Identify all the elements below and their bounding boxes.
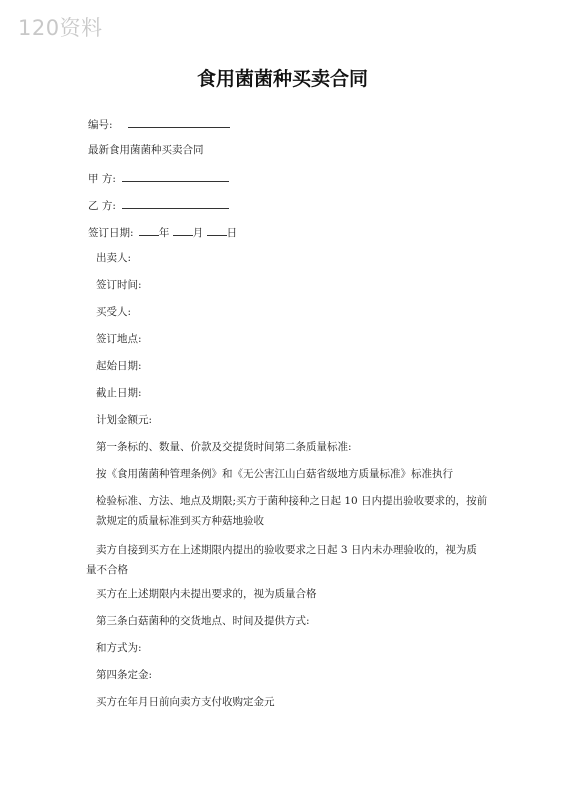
- contract-number-row: [88, 116, 230, 132]
- party-a-label: 甲 方:: [88, 173, 116, 185]
- party-a-blank: [122, 170, 229, 182]
- party-a-row: [88, 170, 229, 186]
- start-date-field: 起始日期:: [96, 360, 142, 372]
- contract-number-blank: [128, 116, 230, 128]
- clause-deposit-payment: 买方在年月日前向卖方支付收购定金元: [96, 696, 275, 708]
- plan-amount-field: 计划金额元:: [96, 414, 153, 426]
- clause-acceptance: 卖方自接到买方在上述期限内提出的验收要求之日起 3 日内未办理验收的，视为质量不合格: [86, 544, 477, 576]
- seller-field: 出卖人:: [96, 252, 132, 264]
- watermark-logo: 120资料: [18, 16, 103, 40]
- month-blank: [173, 224, 193, 236]
- month-label: 月: [192, 227, 204, 239]
- year-label: 年: [158, 227, 170, 239]
- sign-date-label: 签订日期:: [88, 227, 134, 239]
- year-blank: [139, 224, 159, 236]
- party-b-row: [88, 197, 229, 213]
- clause-4-deposit: 第四条定金:: [96, 669, 153, 681]
- clause-quality-standard: 按《食用菌菌种管理条例》和《无公害江山白菇省级地方质量标准》标准执行: [96, 468, 453, 480]
- clause-1: 第一条标的、数量、价款及交提货时间第二条质量标准:: [96, 441, 352, 453]
- sign-place-field: 签订地点:: [96, 333, 142, 345]
- sign-date-row: [88, 224, 237, 240]
- end-date-field: 截止日期:: [96, 387, 142, 399]
- party-b-blank: [122, 197, 229, 209]
- buyer-field: 买受人:: [96, 306, 132, 318]
- sign-time-field: 签订时间:: [96, 279, 142, 291]
- day-label: 日: [226, 227, 238, 239]
- clause-3-delivery: 第三条白菇菌种的交货地点、时间及提供方式:: [96, 615, 310, 627]
- contract-subtitle: 最新食用菌菌种买卖合同: [88, 144, 204, 156]
- party-b-label: 乙 方:: [88, 200, 116, 212]
- document-title: 食用菌菌种买卖合同: [196, 68, 368, 90]
- clause-quality-pass: 买方在上述期限内未提出要求的，视为质量合格: [96, 588, 317, 600]
- clause-inspection: 检验标准、方法、地点及期限;买方于菌种接种之日起 10 日内提出验收要求的，按前款规定的质量标准到买方种菇地验收: [96, 495, 488, 527]
- clause-delivery-method: 和方式为:: [96, 642, 142, 654]
- contract-number-label: 编号:: [88, 119, 113, 131]
- day-blank: [207, 224, 227, 236]
